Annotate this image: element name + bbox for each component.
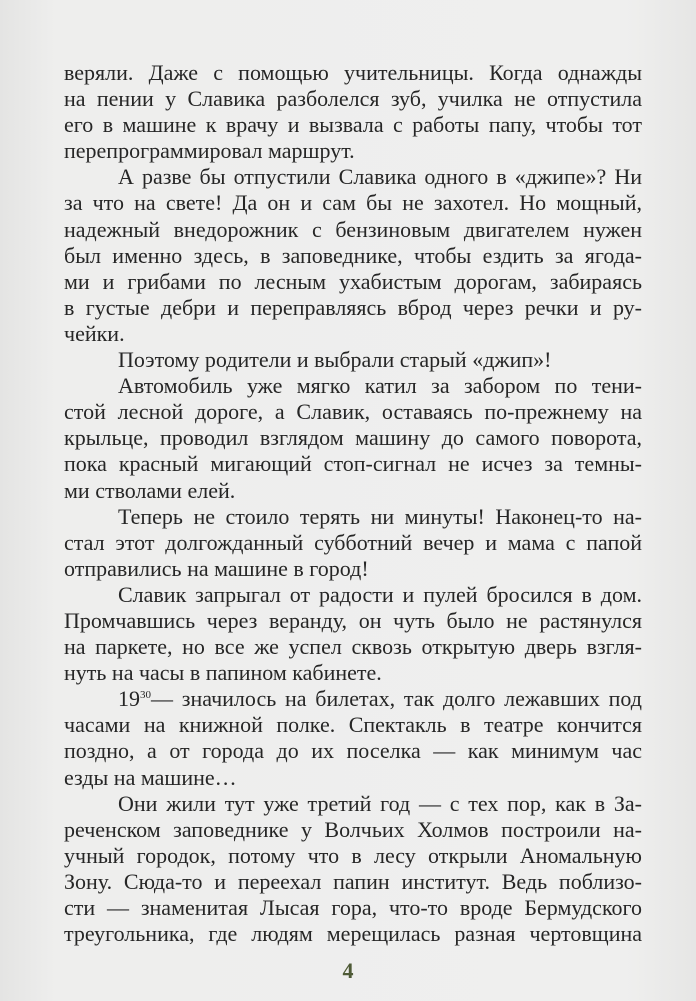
text-line [64, 295, 642, 321]
line-text: нуть на часы в папином кабинете. [64, 660, 382, 686]
text-line [64, 712, 642, 738]
text-line [64, 582, 642, 608]
line-text: поздно, а от города до их поселка — как минимум час [64, 738, 642, 764]
text-line [64, 791, 642, 817]
text-line [64, 504, 642, 530]
text-line [64, 634, 642, 660]
text-line [64, 373, 642, 399]
line-text: — значилось на билетах, так долго лежавших под [151, 686, 642, 712]
text-line [64, 921, 642, 947]
line-text: езды на машине… [64, 764, 237, 790]
line-text: на паркете, но все же успел сквозь открытую дверь взгля- [64, 634, 642, 660]
text-line [64, 138, 642, 164]
line-text: реченском заповеднике у Волчьих Холмов построили на- [64, 816, 642, 842]
line-text: часами на книжной полке. Спектакль в театре кончится [64, 712, 642, 738]
line-text: ми и грибами по лесным ухабистым дорогам, забираясь [64, 268, 642, 294]
text-line [64, 243, 642, 269]
line-text: стой лесной дороге, а Славик, оставаясь по-прежнему на [64, 399, 642, 425]
line-text: треугольника, где людям мерещилась разная чертовщина [64, 921, 642, 947]
text-line [64, 425, 642, 451]
line-text: Зону. Сюда-то и переехал папин институт. Ведь поблизо- [64, 868, 642, 894]
text-line [64, 530, 642, 556]
text-line [64, 608, 642, 634]
page-number: 4 [342, 958, 354, 983]
text-line [64, 843, 642, 869]
line-text: Славик запрыгал от радости и пулей бросился в дом. [118, 581, 642, 607]
text-line [64, 895, 642, 921]
text-line [64, 686, 642, 712]
text-line [64, 190, 642, 216]
text-line [64, 817, 642, 843]
text-line [64, 60, 642, 86]
text-line [64, 869, 642, 895]
text-line [64, 399, 642, 425]
text-line [64, 347, 642, 373]
line-text: надежный внедорожник с бензиновым двигателем нужен [64, 216, 642, 242]
line-text: чейки. [64, 320, 125, 346]
line-text: пока красный мигающий стоп-сигнал не исчез за темны- [64, 451, 642, 477]
text-line [64, 738, 642, 764]
line-text: Промчавшись через веранду, он чуть было не растянулся [64, 607, 642, 633]
text-line [64, 86, 642, 112]
line-text: Они жили тут уже третий год — с тех пор, как в За- [118, 790, 642, 816]
line-text: перепрограммировал маршрут. [64, 138, 355, 164]
line-text: был именно здесь, в заповеднике, чтобы ездить за ягода- [64, 242, 642, 268]
line-text: за что на свете! Да он и сам бы не захотел. Но мощный, [64, 190, 642, 216]
text-line [64, 765, 642, 791]
text-line [64, 478, 642, 504]
body-text [64, 60, 642, 947]
text-line [64, 660, 642, 686]
text-line [64, 321, 642, 347]
time-hour: 19 [118, 686, 140, 712]
text-line [64, 217, 642, 243]
line-text: Теперь не стоило терять ни минуты! Наконец-то на- [118, 503, 642, 529]
line-text: его в машине к врачу и вызвала с работы папу, чтобы тот [64, 112, 642, 138]
line-text: отправились на машине в город! [64, 555, 369, 581]
text-line [64, 269, 642, 295]
line-text: Поэтому родители и выбрали старый «джип»! [118, 347, 552, 373]
line-text: сти — знаменитая Лысая гора, что-то вроде Бермудского [64, 895, 642, 920]
text-line [64, 164, 642, 190]
line-text: учный городок, потому что в лесу открыли Аномальную [64, 842, 642, 868]
line-text: на пении у Славика разболелся зуб, училка не отпустила [64, 86, 642, 112]
time-minutes: 30 [140, 689, 151, 702]
line-text: стал этот долгожданный субботний вечер и мама с папой [64, 529, 642, 555]
line-text: А разве бы отпустили Славика одного в «джипе»? Ни [118, 164, 642, 190]
text-line [64, 112, 642, 138]
line-text: веряли. Даже с помощью учительницы. Когда однажды [64, 60, 642, 85]
line-text: в густые дебри и переправляясь вброд через речки и ру- [64, 294, 642, 320]
line-text: Автомобиль уже мягко катил за забором по тени- [118, 373, 642, 399]
text-line [64, 556, 642, 582]
line-text: ми стволами елей. [64, 477, 236, 503]
line-text: крыльце, проводил взглядом машину до самого поворота, [64, 425, 642, 451]
text-line [64, 451, 642, 477]
